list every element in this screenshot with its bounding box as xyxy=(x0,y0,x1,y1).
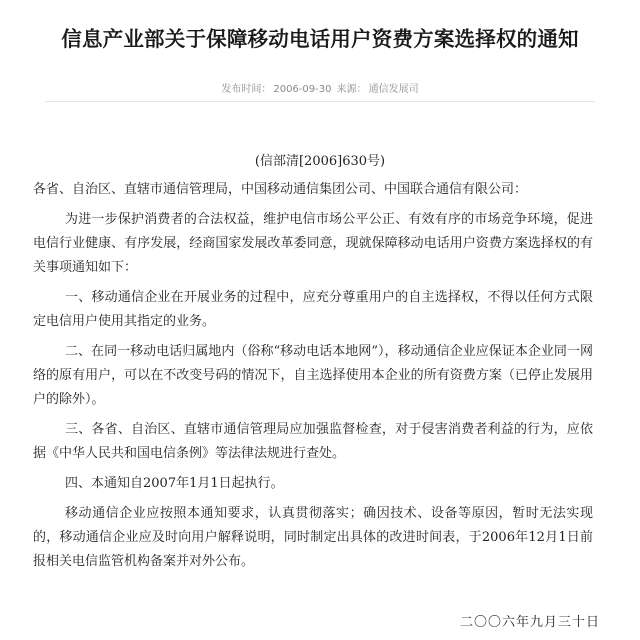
closing-paragraph: 移动通信企业应按照本通知要求，认真贯彻落实；确因技术、设备等原因，暂时无法实现的，移动通信企业应及时向用户解释说明，同时制定出具体的改进时间表，于2006年12月1日前报相关电信监管机构备案并对外公布。 xyxy=(33,506,593,569)
sign-date: 二〇〇六年九月三十日 xyxy=(459,615,600,630)
document-number: (信部清[2006]630号) xyxy=(254,154,386,169)
source-value: 通信发展司 xyxy=(368,84,419,95)
item-1: 一、移动通信企业在开展业务的过程中，应充分尊重用户的自主选择权，不得以任何方式限定电信用户使用其指定的业务。 xyxy=(33,290,593,329)
publish-date: 2006-09-30 xyxy=(273,84,332,95)
header-divider xyxy=(45,101,595,102)
publish-label: 发布时间： xyxy=(221,84,272,95)
item-2: 二、在同一移动电话归属地内（俗称“移动电话本地网”），移动通信企业应保证本企业同一网络的原有用户，可以在不改变号码的情况下，自主选择使用本企业的所有资费方案（已停止发展用户的除外）。 xyxy=(33,344,593,407)
page-title: 信息产业部关于保障移动电话用户资费方案选择权的通知 xyxy=(61,27,579,51)
item-4: 四、本通知自2007年1月1日起执行。 xyxy=(65,476,284,491)
salutation: 各省、自治区、直辖市通信管理局，中国移动通信集团公司、中国联合通信有限公司： xyxy=(33,182,528,197)
item-3: 三、各省、自治区、直辖市通信管理局应加强监督检查，对于侵害消费者利益的行为，应依据《中华人民共和国电信条例》等法律法规进行查处。 xyxy=(33,422,593,461)
source-label: 来源： xyxy=(336,84,367,95)
article-body xyxy=(33,178,593,580)
article-meta xyxy=(0,80,640,95)
intro-paragraph: 为进一步保护消费者的合法权益，维护电信市场公平公正、有效有序的市场竞争环境，促进电信行业健康、有序发展，经商国家发展改革委同意，现就保障移动电话用户资费方案选择权的有关事项通知如下： xyxy=(33,212,593,275)
